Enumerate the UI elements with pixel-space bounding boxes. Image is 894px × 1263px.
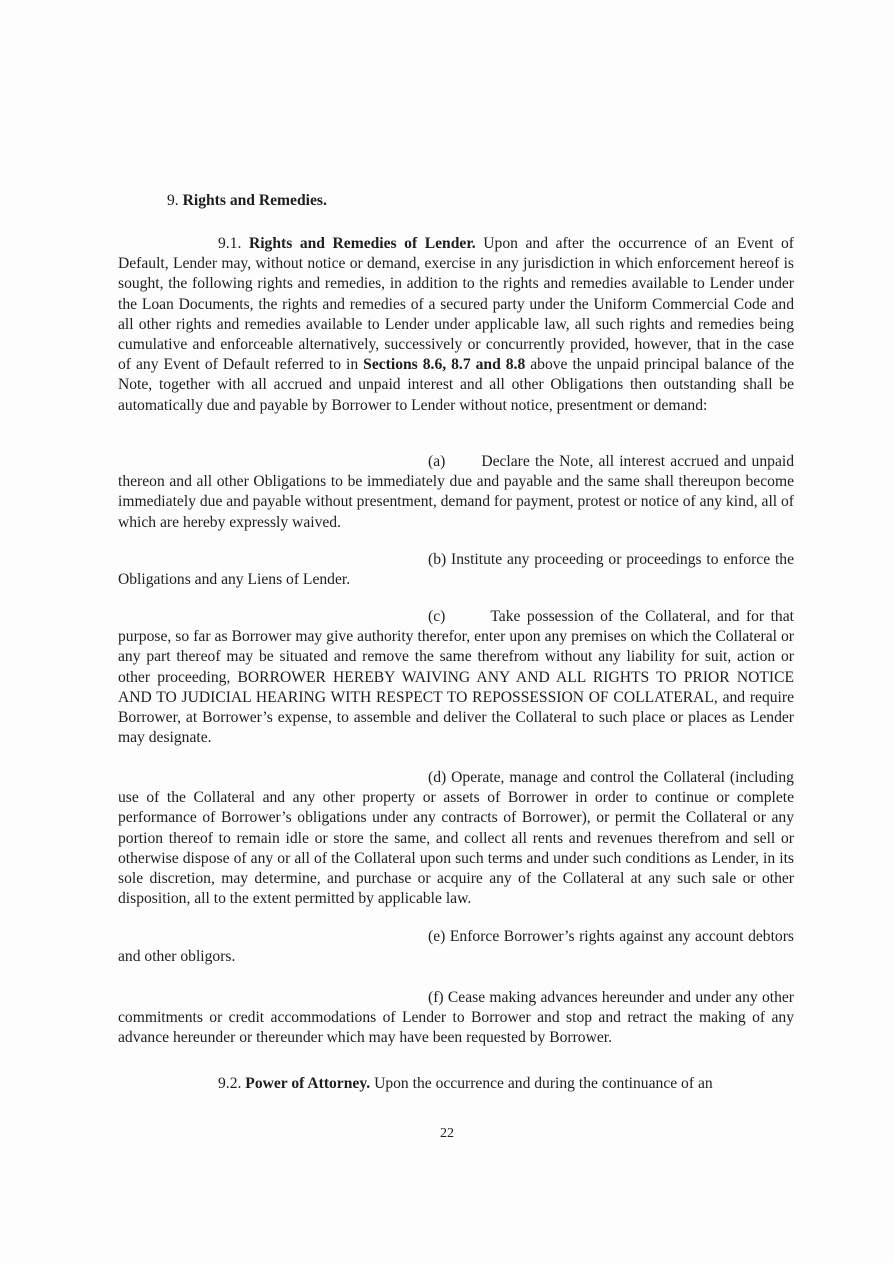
item-label: (c)	[428, 608, 446, 625]
paragraph-title: Power of Attorney.	[245, 1075, 371, 1092]
section-title: Rights and Remedies.	[182, 192, 327, 209]
paragraph-number: 9.2.	[218, 1075, 242, 1092]
remedy-item-d	[118, 768, 794, 909]
item-text: Cease making advances hereunder and under any other commitments or credit accommodations of Lender to Borrower and stop and retract the making of any advance hereunder or thereunder which may have been requested by Borrower.	[118, 989, 794, 1047]
item-text: Institute any proceeding or proceedings to enforce the Obligations and any Liens of Lender.	[118, 551, 794, 589]
section-heading	[167, 191, 327, 211]
item-label: (a)	[428, 453, 446, 470]
remedy-item-b	[118, 550, 794, 590]
item-text: Operate, manage and control the Collateral (including use of the Collateral and any other property or assets of Borrower in order to continue or complete performance of Borrower’s obligations under any contracts of Borrower), or permit the Collateral or any portion thereof to remain idle or store the same, and collect all rents and revenues therefrom and sell or otherwise dispose of any or all of the Collateral upon such terms and under such conditions as Lender, in its sole discretion, may determine, and purchase or acquire any of the Collateral at any such sale or other disposition, all to the extent permitted by applicable law.	[118, 769, 794, 908]
section-number: 9.	[167, 192, 179, 209]
paragraph-text: Upon the occurrence and during the continuance of an	[370, 1075, 713, 1092]
paragraph-text: Upon and after the occurrence of an Event of Default, Lender may, without notice or demand, exercise in any jurisdiction in which enforcement hereof is sought, the following rights and remedies, in addition to the rights and remedies available to Lender under the Loan Documents, the rights and remedies of a secured party under the Uniform Commercial Code and all other rights and remedies available to Lender under applicable law, all such rights and remedies being cumulative and enforceable alternatively, successively or concurrently provided, however, that in the case of any Event of Default referred to in	[118, 235, 794, 374]
item-text: Enforce Borrower’s rights against any account debtors and other obligors.	[118, 928, 794, 966]
item-label: (d)	[428, 769, 447, 786]
item-text: Take possession of the Collateral, and for that purpose, so far as Borrower may give authority therefor, enter upon any premises on which the Collateral or any part thereof may be situated and remove the same therefrom without any liability for suit, action or other proceeding, BORROWER HEREBY WAIVING ANY AND ALL RIGHTS TO PRIOR NOTICE AND TO JUDICIAL HEARING WITH RESPECT TO REPOSSESSION OF COLLATERAL, and require Borrower, at Borrower’s expense, to assemble and deliver the Collateral to such place or places as Lender may designate.	[118, 608, 794, 747]
item-label: (e)	[428, 928, 446, 945]
remedy-item-e	[118, 927, 794, 967]
paragraph-text-continued: above the unpaid principal balance of the Note, together with all accrued and unpaid interest and all other Obligations then outstanding shall be automatically due and payable by Borrower to Lender without notice, presentment or demand:	[118, 356, 795, 414]
paragraph-9-2	[118, 1074, 794, 1094]
remedy-item-f	[118, 988, 794, 1049]
paragraph-number: 9.1.	[218, 235, 242, 252]
item-text: Declare the Note, all interest accrued and unpaid thereon and all other Obligations to be immediately due and payable and the same shall thereupon become immediately due and payable without presentment, demand for payment, protest or notice of any kind, all of which are hereby expressly waived.	[118, 453, 794, 531]
remedy-item-c	[118, 607, 794, 748]
sections-reference: Sections 8.6, 8.7 and 8.8	[363, 356, 526, 374]
paragraph-title: Rights and Remedies of Lender.	[248, 235, 476, 252]
item-label: (f)	[428, 989, 444, 1006]
item-label: (b)	[428, 551, 447, 568]
page-number: 22	[440, 1126, 454, 1141]
paragraph-9-1	[118, 234, 794, 416]
remedy-item-a	[118, 452, 794, 533]
